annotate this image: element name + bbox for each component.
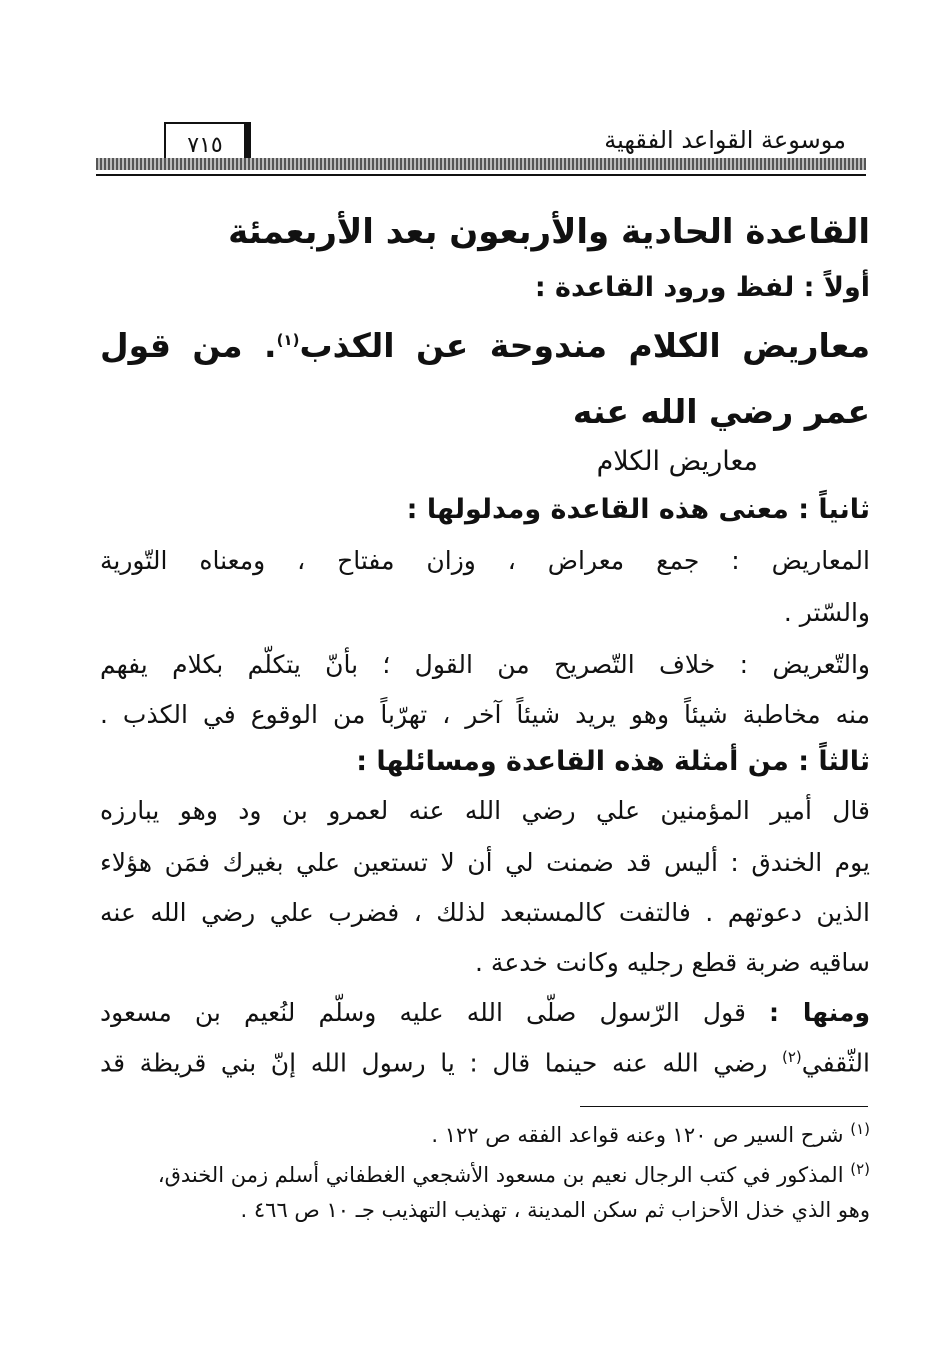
section1-heading: أولاً : لفظ ورود القاعدة : [534,272,870,303]
section3-p2-line2 [100,1048,870,1077]
rule-title: القاعدة الحادية والأربعون بعد الأربعمئة [228,212,870,252]
section3-p1-line4: ساقيه ضربة قطع رجليه وكانت خدعة . [475,948,870,977]
section3-p1-line3: الذين دعوتهم . فالتفت كالمستبعد لذلك ، فضرب علي رضي الله عنه [100,898,870,927]
section2-p2-line1: والتّعريض : خلاف التّصريح من القول ؛ بأنّ يتكلّم بكلام يفهم [100,650,870,679]
example-text: قول الرّسول صلّى الله عليه وسلّم لنُعيم بن مسعود [100,998,746,1027]
footnote-1-text: شرح السير ص ١٢٠ وعنه قواعد الفقه ص ١٢٢ . [431,1123,844,1147]
footnote-ref-2[interactable]: (٢) [781,1048,802,1066]
rule-short-form: معاريض الكلام [596,446,758,477]
footnote-1-mark: (١) [850,1120,870,1138]
header-rule [96,174,866,176]
footnote-2-line2: وهو الذي خذل الأحزاب ثم سكن المدينة ، تهذيب التهذيب جـ ١٠ ص ٤٦٦ . [240,1198,870,1222]
header-decorative-band [96,158,866,170]
example-lead: ومنها : [769,998,870,1027]
page-header [96,118,866,188]
section3-p1-line1: قال أمير المؤمنين علي رضي الله عنه لعمرو بن ود وهو يبارزه [100,796,870,825]
footnote-2-line1 [158,1160,870,1187]
footnote-2-mark: (٢) [850,1160,870,1178]
footnote-ref-1[interactable]: (١) [276,331,300,349]
example-text-cont: رضي الله عنه حينما قال : يا رسول الله إنّ بني قريظة قد [100,1048,768,1078]
footnote-separator [580,1106,868,1107]
example-name: الثّقفي [801,1048,870,1078]
section2-p1-line1: المعاريض : جمع معراض ، وزان مفتاح ، ومعناه التّورية [100,546,870,575]
rule-text-line1 [100,326,870,365]
section2-p2-line2: منه مخاطبة شيئاً وهو يريد شيئاً آخر ، تهرّباً من الوقوع في الكذب . [100,700,870,729]
section2-heading: ثانياً : معنى هذه القاعدة ومدلولها : [406,494,870,525]
section3-heading: ثالثاً : من أمثلة هذه القاعدة ومسائلها : [356,746,870,777]
rule-text: معاريض الكلام مندوحة عن الكذب [299,326,870,365]
rule-text-line2: عمر رضي الله عنه [572,392,870,431]
section2-p1-line2: والسّتر . [783,598,870,627]
rule-source: . من قول [100,326,277,365]
footnote-2-text: المذكور في كتب الرجال نعيم بن مسعود الأشجعي الغطفاني أسلم زمن الخندق، [157,1163,844,1187]
footnote-1 [431,1120,870,1147]
page-number: ٧١٥ [164,122,251,170]
section3-p2-line1 [100,998,870,1027]
section3-p1-line2: يوم الخندق : أليس قد ضمنت لي أن لا تستعين علي بغيرك فمَن هؤلاء [100,848,870,877]
book-title: موسوعة القواعد الفقهية [604,126,846,154]
